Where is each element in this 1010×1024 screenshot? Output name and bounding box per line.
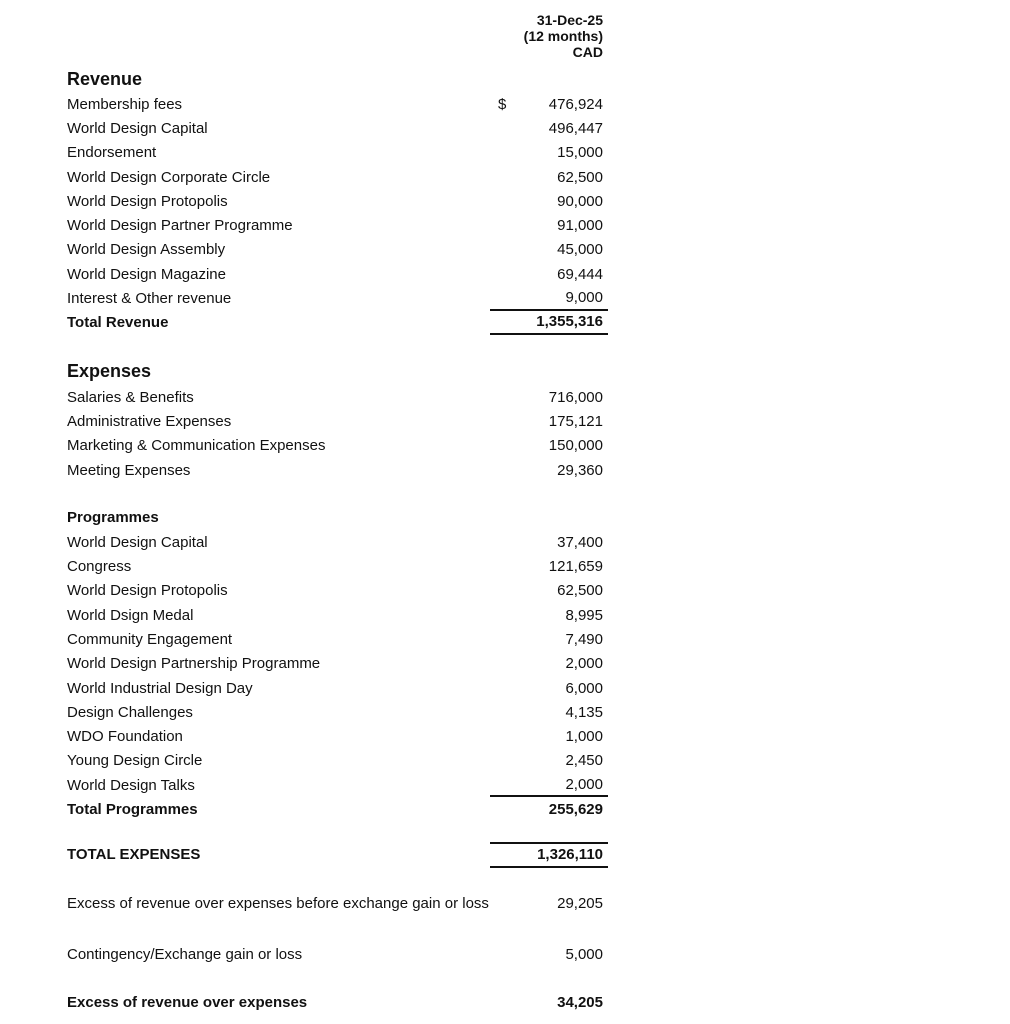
expenses-heading: Expenses [67, 360, 152, 381]
row-world-dsign-medal [67, 603, 608, 627]
total-label: Total Programmes [67, 801, 198, 819]
row-label: World Design Corporate Circle [67, 168, 271, 186]
dollar-sign: $ [498, 95, 507, 113]
row-label: Congress [67, 558, 132, 576]
row-label: World Dsign Medal [67, 606, 194, 624]
row-label: WDO Foundation [67, 728, 183, 746]
total-amount-cell [490, 797, 608, 821]
row-world-design-capital [67, 116, 608, 140]
column-header [67, 12, 608, 60]
row-amount: 45,000 [557, 241, 603, 259]
row-amount: 15,000 [557, 144, 603, 162]
contingency-label: Contingency/Exchange gain or loss [67, 945, 303, 963]
row-amount-cell [490, 579, 608, 603]
row-amount-cell [490, 749, 608, 773]
row-amount-cell [490, 238, 608, 262]
total-amount-cell [490, 311, 608, 335]
row-label: World Design Capital [67, 533, 208, 551]
row-label: Community Engagement [67, 630, 233, 648]
row-amount: 175,121 [548, 412, 603, 430]
currency-code: CAD [572, 44, 603, 60]
row-amount: 37,400 [557, 533, 603, 551]
row-amount-cell [490, 92, 608, 116]
row-amount-cell [490, 700, 608, 724]
row-amount: 7,490 [565, 630, 603, 648]
row-label: Meeting Expenses [67, 461, 191, 479]
row-amount: 150,000 [548, 437, 603, 455]
revenue-rows [67, 92, 608, 335]
total-amount: 255,629 [548, 801, 603, 819]
expenses-rows [67, 385, 608, 482]
row-label: World Design Talks [67, 776, 195, 794]
row-total-programmes [67, 797, 608, 821]
excess-before-label: Excess of revenue over expenses before exchange gain or loss [67, 894, 489, 912]
row-world-design-protopolis [67, 189, 608, 213]
excess-amount-cell [490, 990, 608, 1015]
row-amount-cell [490, 286, 608, 310]
row-marketing-communication-expenses [67, 434, 608, 458]
row-label: Endorsement [67, 144, 157, 162]
row-amount: 121,659 [548, 558, 603, 576]
row-amount: 91,000 [557, 217, 603, 235]
contingency-amount: 5,000 [565, 945, 603, 963]
row-interest-other-revenue [67, 286, 608, 310]
period-end-date: 31-Dec-25 [536, 12, 603, 28]
row-amount-cell [490, 165, 608, 189]
row-amount-cell [490, 652, 608, 676]
row-amount: 1,000 [565, 728, 603, 746]
row-label: World Design Protopolis [67, 192, 228, 210]
total-label: Total Revenue [67, 314, 169, 332]
row-world-design-corporate-circle [67, 165, 608, 189]
contingency-amount-cell [490, 942, 608, 967]
row-world-design-partner-programme [67, 213, 608, 237]
row-amount: 2,000 [565, 655, 603, 673]
statement-body [67, 12, 608, 1015]
row-world-industrial-design-day [67, 676, 608, 700]
row-contingency-exchange [67, 942, 608, 967]
row-label: World Industrial Design Day [67, 679, 253, 697]
row-label: World Design Protopolis [67, 582, 228, 600]
row-amount: 9,000 [565, 289, 603, 307]
row-label: World Design Partnership Programme [67, 655, 321, 673]
programmes-rows [67, 530, 608, 822]
row-amount-cell [490, 627, 608, 651]
row-amount-cell [490, 530, 608, 554]
row-endorsement [67, 141, 608, 165]
row-prog-world-design-protopolis [67, 579, 608, 603]
row-total-revenue [67, 311, 608, 335]
row-label: Administrative Expenses [67, 412, 232, 430]
row-label: World Design Capital [67, 119, 208, 137]
row-congress [67, 554, 608, 578]
row-label: World Design Assembly [67, 241, 226, 259]
row-membership-fees [67, 92, 608, 116]
row-amount-cell [490, 554, 608, 578]
row-excess-of-revenue [67, 990, 608, 1015]
row-label: World Design Magazine [67, 265, 226, 283]
excess-before-amount: 29,205 [557, 894, 603, 912]
row-amount-cell [490, 116, 608, 140]
row-amount-cell [490, 141, 608, 165]
row-amount: 4,135 [565, 703, 603, 721]
period-length: (12 months) [523, 28, 603, 44]
row-amount: 69,444 [557, 265, 603, 283]
row-amount-cell [490, 725, 608, 749]
row-amount: 716,000 [548, 388, 603, 406]
excess-label: Excess of revenue over expenses [67, 993, 308, 1011]
row-amount: 62,500 [557, 168, 603, 186]
row-design-challenges [67, 700, 608, 724]
row-label: Salaries & Benefits [67, 388, 194, 406]
row-label: Young Design Circle [67, 752, 203, 770]
row-world-design-magazine [67, 262, 608, 286]
row-label: Design Challenges [67, 703, 193, 721]
row-amount-cell [490, 262, 608, 286]
row-amount: 29,360 [557, 461, 603, 479]
row-meeting-expenses [67, 458, 608, 482]
row-amount-cell [490, 676, 608, 700]
row-world-design-talks [67, 773, 608, 797]
row-label: World Design Partner Programme [67, 217, 293, 235]
total-expenses-amount: 1,326,110 [537, 846, 603, 864]
total-expenses-label: TOTAL EXPENSES [67, 846, 201, 864]
total-amount: 1,355,316 [536, 313, 603, 331]
row-amount: 2,450 [565, 752, 603, 770]
row-amount-cell [490, 458, 608, 482]
excess-amount: 34,205 [557, 993, 603, 1011]
row-total-expenses [67, 842, 608, 868]
row-excess-before-exchange [67, 891, 608, 916]
row-amount: 8,995 [565, 606, 603, 624]
row-amount-cell [490, 434, 608, 458]
row-salaries-benefits [67, 385, 608, 409]
row-world-design-assembly [67, 238, 608, 262]
revenue-heading: Revenue [67, 69, 143, 89]
row-amount: 496,447 [548, 119, 603, 137]
total-expenses-amount-cell [490, 842, 608, 868]
row-amount: 6,000 [565, 679, 603, 697]
row-amount: 2,000 [565, 775, 603, 793]
row-label: Membership fees [67, 95, 183, 113]
row-amount: 62,500 [557, 582, 603, 600]
row-label: Interest & Other revenue [67, 290, 232, 308]
row-amount: 90,000 [557, 192, 603, 210]
programmes-heading: Programmes [67, 509, 159, 527]
row-prog-world-design-capital [67, 530, 608, 554]
row-administrative-expenses [67, 409, 608, 433]
row-community-engagement [67, 627, 608, 651]
row-amount-cell [490, 213, 608, 237]
row-wdo-foundation [67, 725, 608, 749]
row-young-design-circle [67, 749, 608, 773]
row-amount-cell [490, 409, 608, 433]
excess-before-amount-cell [490, 891, 608, 916]
row-world-design-partnership-programme [67, 652, 608, 676]
row-label: Marketing & Communication Expenses [67, 437, 326, 455]
row-amount-cell [490, 189, 608, 213]
row-amount-cell [490, 603, 608, 627]
row-amount-cell [490, 773, 608, 797]
row-amount: 476,924 [548, 95, 603, 113]
row-amount-cell [490, 385, 608, 409]
